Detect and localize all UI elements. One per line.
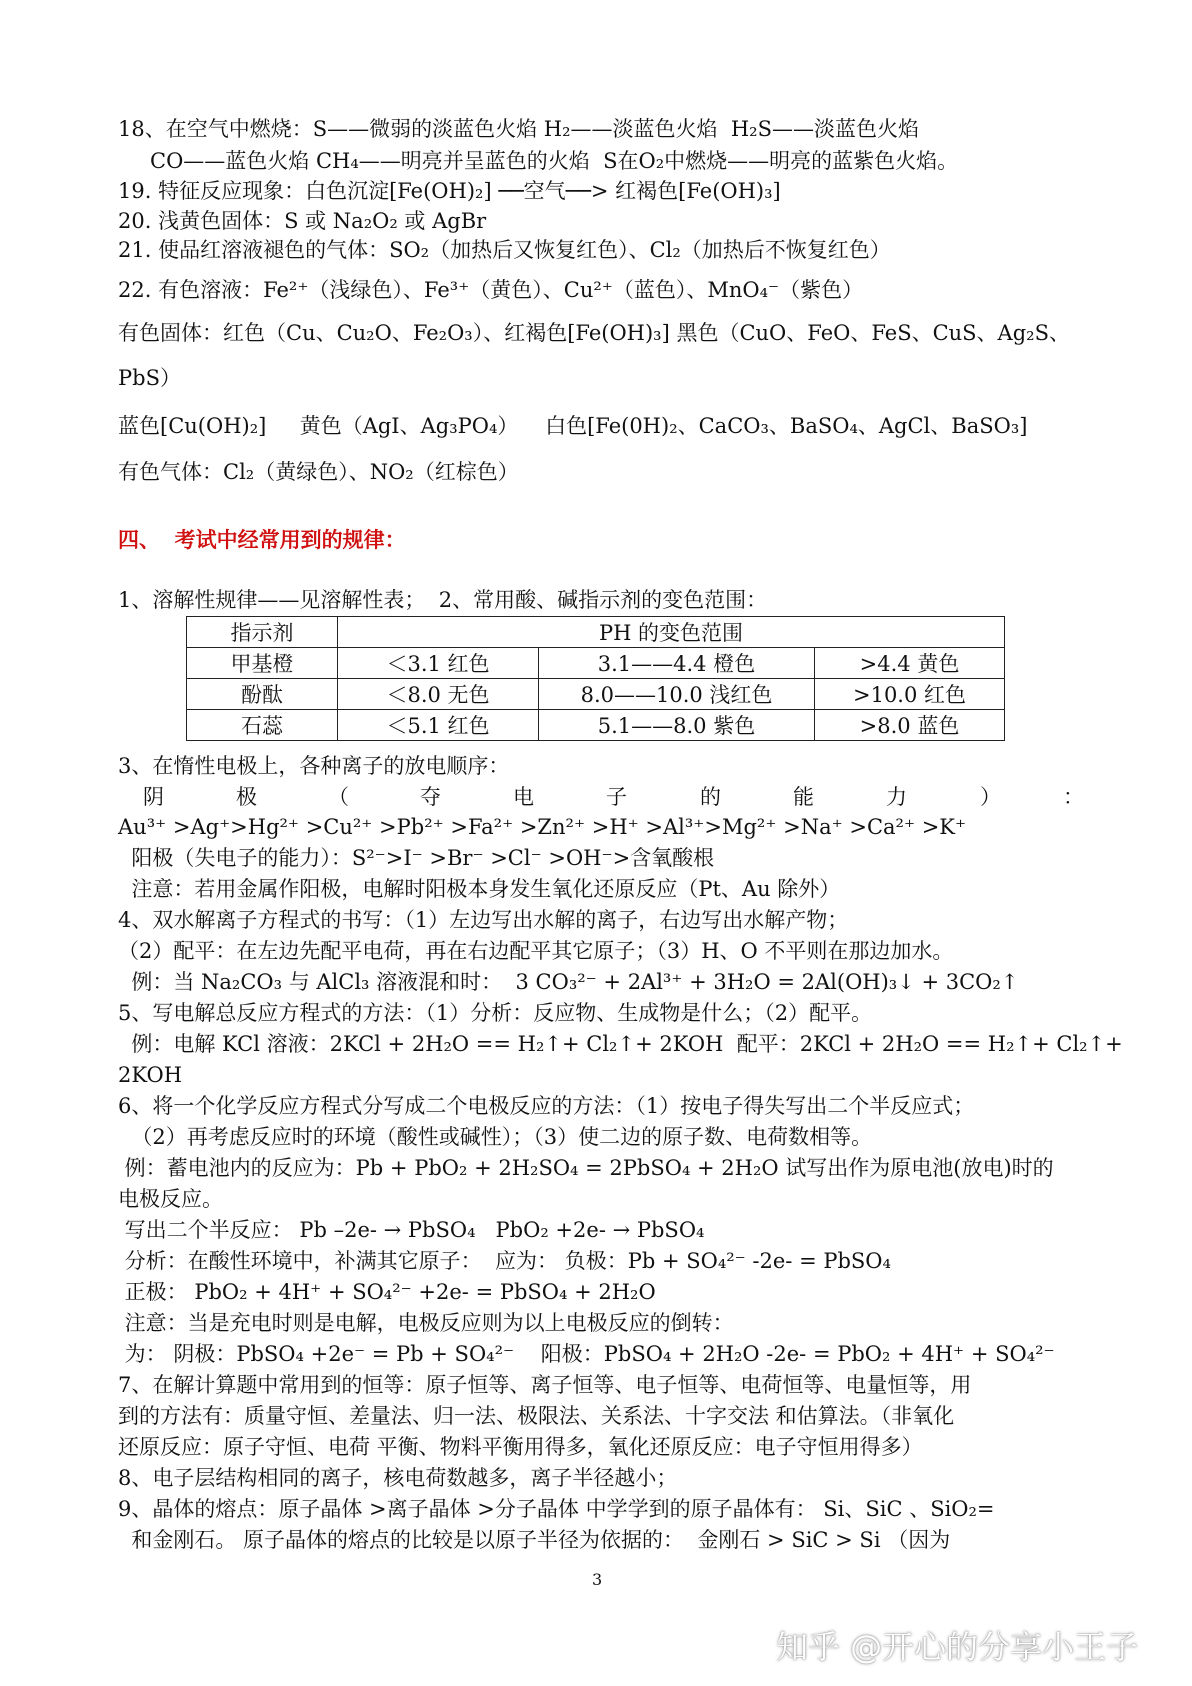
table-cell: >8.0 蓝色 — [815, 710, 1005, 741]
text-line: 8、电子层结构相同的离子，核电荷数越多，离子半径越小； — [118, 1466, 678, 1490]
table-cell: 8.0——10.0 浅红色 — [539, 679, 815, 710]
text-line: 有色固体：红色（Cu、Cu₂O、Fe₂O₃）、红褐色[Fe(OH)₃] 黑色（CuO、FeO、FeS、CuS、Ag₂S、 — [118, 321, 1070, 345]
table-cell: ＜5.1 红色 — [338, 710, 539, 741]
watermark: 知乎 @开心的分享小王子 — [776, 1628, 1139, 1666]
table-header-row — [187, 617, 1005, 648]
text-line: 2KOH — [118, 1063, 183, 1087]
text-line: 例：电解 KCl 溶液：2KCl + 2H₂O == H₂↑+ Cl₂↑+ 2KOH 配平：2KCl + 2H₂O == H₂↑+ Cl₂↑+ — [118, 1032, 1123, 1056]
text-line: 正极： PbO₂ + 4H⁺ + SO₄²⁻ +2e- = PbSO₄ + 2H₂O — [118, 1280, 656, 1304]
text-line: 电极反应。 — [118, 1187, 223, 1211]
text-line: CO——蓝色火焰 CH₄——明亮并呈蓝色的火焰 S在O₂中燃烧——明亮的蓝紫色火焰。 — [150, 149, 959, 173]
text-line: 5、写电解总反应方程式的方法：（1）分析：反应物、生成物是什么；（2）配平。 — [118, 1001, 873, 1025]
indicator-table — [186, 616, 1005, 741]
text-line: （2）再考虑反应时的环境（酸性或碱性）；（3）使二边的原子数、电荷数相等。 — [118, 1125, 873, 1149]
table-header-cell: 指示剂 — [187, 617, 338, 648]
cathode-char: 阴 — [143, 785, 164, 809]
table-cell: >10.0 红色 — [815, 679, 1005, 710]
table-cell: 3.1——4.4 橙色 — [539, 648, 815, 679]
table-header-cell: PH 的变色范围 — [338, 617, 1005, 648]
cathode-char: 子 — [606, 785, 627, 809]
table-cell: 石蕊 — [187, 710, 338, 741]
text-line: 注意：若用金属作阳极，电解时阳极本身发生氧化还原反应（Pt、Au 除外） — [118, 877, 841, 901]
cathode-char: 电 — [513, 785, 534, 809]
text-line: 19. 特征反应现象：白色沉淀[Fe(OH)₂] ──空气──> 红褐色[Fe(OH)₃] — [118, 179, 781, 203]
text-line: Au³⁺ >Ag⁺>Hg²⁺ >Cu²⁺ >Pb²⁺ >Fa²⁺ >Zn²⁺ >H⁺ >Al³⁺>Mg²⁺ >Na⁺ >Ca²⁺ >K⁺ — [118, 815, 967, 839]
cathode-char: （ — [328, 785, 349, 809]
table-row — [187, 710, 1005, 741]
text-line: 21. 使品红溶液褪色的气体：SO₂（加热后又恢复红色）、Cl₂（加热后不恢复红色） — [118, 238, 891, 262]
table-cell: ＜8.0 无色 — [338, 679, 539, 710]
text-line: （2）配平：在左边先配平电荷，再在右边配平其它原子；（3）H、O 不平则在那边加水。 — [118, 939, 954, 963]
cathode-char: 能 — [793, 785, 814, 809]
text-line: 和金刚石。 原子晶体的熔点的比较是以原子半径为依据的： 金刚石 > SiC > Si （因为 — [118, 1528, 951, 1552]
text-line: PbS） — [118, 366, 181, 390]
table-cell: ＜3.1 红色 — [338, 648, 539, 679]
text-line: 还原反应：原子守恒、电荷 平衡、物料平衡用得多，氧化还原反应：电子守恒用得多） — [118, 1435, 923, 1459]
text-line: 有色气体：Cl₂（黄绿色）、NO₂（红棕色） — [118, 460, 519, 484]
table-row — [187, 648, 1005, 679]
table-cell: >4.4 黄色 — [815, 648, 1005, 679]
text-line: 为： 阴极：PbSO₄ +2e⁻ = Pb + SO₄²⁻ 阳极：PbSO₄ + 2H₂O -2e- = PbO₂ + 4H⁺ + SO₄²⁻ — [118, 1342, 1055, 1366]
text-line: 7、在解计算题中常用到的恒等：原子恒等、离子恒等、电子恒等、电荷恒等、电量恒等，用 — [118, 1373, 972, 1397]
text-line: 1、溶解性规律——见溶解性表； 2、常用酸、碱指示剂的变色范围： — [118, 588, 768, 612]
text-line: 22. 有色溶液：Fe²⁺（浅绿色）、Fe³⁺（黄色）、Cu²⁺（蓝色）、MnO₄⁻（紫色） — [118, 278, 864, 302]
text-line: 阳极（失电子的能力）：S²⁻>I⁻ >Br⁻ >Cl⁻ >OH⁻>含氧酸根 — [118, 846, 715, 870]
cathode-char: 力 — [886, 785, 907, 809]
text-line: 到的方法有：质量守恒、差量法、归一法、极限法、关系法、十字交法 和估算法。（非氧化 — [118, 1404, 955, 1428]
cathode-char: ） — [980, 785, 1001, 809]
text-line: 注意：当是充电时则是电解，电极反应则为以上电极反应的倒转： — [118, 1311, 734, 1335]
text-line: 9、晶体的熔点：原子晶体 >离子晶体 >分子晶体 中学学到的原子晶体有： Si、SiC 、SiO₂= — [118, 1497, 995, 1521]
table-cell: 甲基橙 — [187, 648, 338, 679]
text-line: 写出二个半反应： Pb –2e- → PbSO₄ PbO₂ +2e- → PbSO₄ — [118, 1218, 705, 1242]
text-line: 6、将一个化学反应方程式分写成二个电极反应的方法：（1）按电子得失写出二个半反应式； — [118, 1094, 975, 1118]
text-line: 4、双水解离子方程式的书写：（1）左边写出水解的离子，右边写出水解产物； — [118, 908, 849, 932]
table-row — [187, 679, 1005, 710]
cathode-char: 的 — [700, 785, 721, 809]
text-line: 18、在空气中燃烧：S——微弱的淡蓝色火焰 H₂——淡蓝色火焰 H₂S——淡蓝色火焰 — [118, 117, 919, 141]
text-line: 20. 浅黄色固体：S 或 Na₂O₂ 或 AgBr — [118, 209, 487, 233]
page-number: 3 — [592, 1570, 603, 1589]
text-line: 例：蓄电池内的反应为：Pb + PbO₂ + 2H₂SO₄ = 2PbSO₄ + 2H₂O 试写出作为原电池(放电)时的 — [118, 1156, 1054, 1180]
cathode-char: ： — [1063, 785, 1084, 809]
text-line: 例：当 Na₂CO₃ 与 AlCl₃ 溶液混和时： 3 CO₃²⁻ + 2Al³⁺ + 3H₂O = 2Al(OH)₃↓ + 3CO₂↑ — [118, 970, 1019, 994]
text-line: 3、在惰性电极上，各种离子的放电顺序： — [118, 754, 510, 778]
table-cell: 酚酞 — [187, 679, 338, 710]
text-line: 蓝色[Cu(OH)₂] 黄色（AgI、Ag₃PO₄） 白色[Fe(0H)₂、CaCO₃、BaSO₄、AgCl、BaSO₃] — [118, 414, 1028, 438]
cathode-char: 极 — [236, 785, 257, 809]
section-heading: 四、 考试中经常用到的规律： — [118, 527, 406, 552]
text-line: 分析：在酸性环境中，补满其它原子： 应为： 负极：Pb + SO₄²⁻ -2e- = PbSO₄ — [118, 1249, 891, 1273]
cathode-char: 夺 — [420, 785, 441, 809]
table-cell: 5.1——8.0 紫色 — [539, 710, 815, 741]
